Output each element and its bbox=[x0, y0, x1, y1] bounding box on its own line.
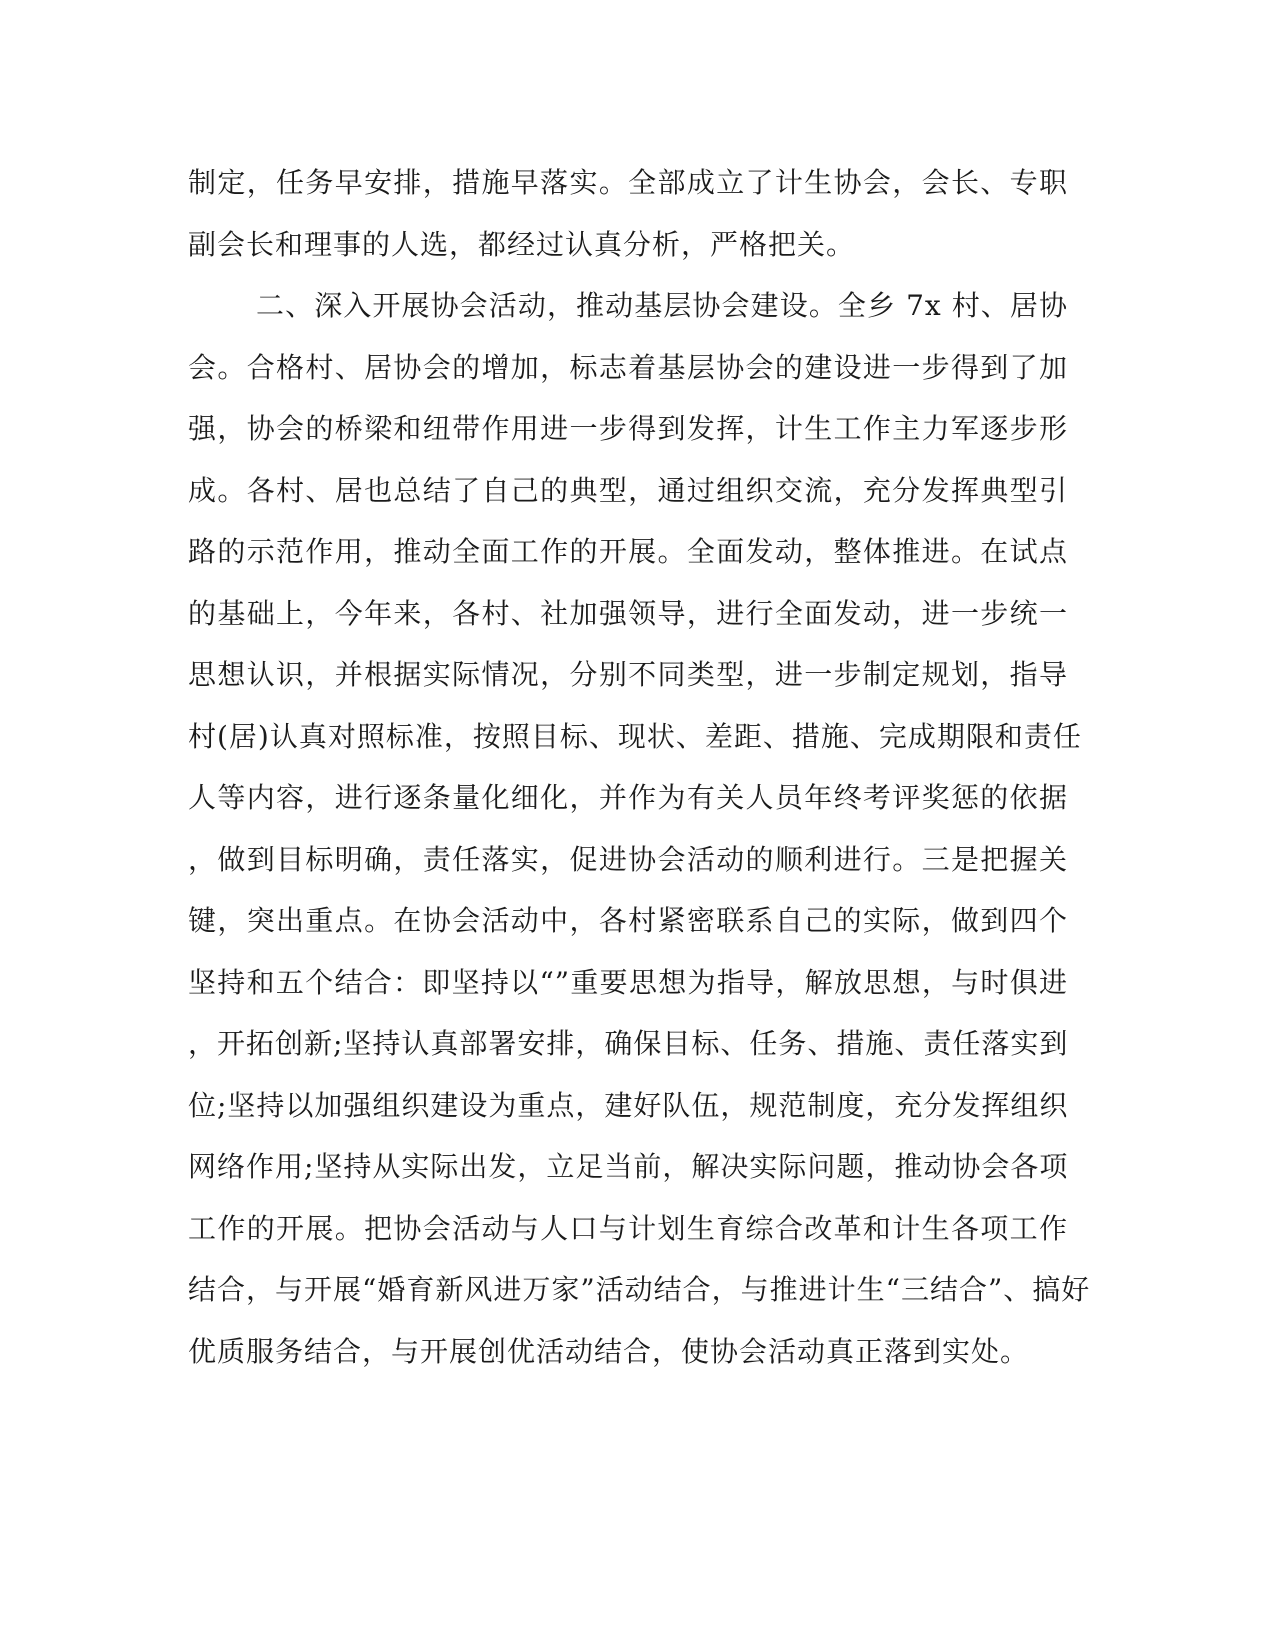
text-line: 副会长和理事的人选，都经过认真分析，严格把关。 bbox=[188, 227, 856, 261]
text-line: ，开拓创新;坚持认真部署安排，确保目标、任务、措施、责任落实到 bbox=[188, 1027, 1069, 1060]
text-line: 坚持和五个结合：即坚持以“”重要思想为指导，解放思想，与时俱进 bbox=[188, 965, 1068, 999]
text-line: 位;坚持以加强组织建设为重点，建好队伍，规范制度，充分发挥组织 bbox=[188, 1088, 1069, 1122]
text-line: 的基础上，今年来，各村、社加强领导，进行全面发动，进一步统一 bbox=[188, 596, 1068, 630]
text-line: 强，协会的桥梁和纽带作用进一步得到发挥，计生工作主力军逐步形 bbox=[188, 412, 1068, 445]
paragraph-start-line: 二、深入开展协会活动，推动基层协会建设。全乡 7x 村、居协 bbox=[256, 289, 1068, 322]
text-line: 优质服务结合，与开展创优活动结合，使协会活动真正落到实处。 bbox=[188, 1334, 1030, 1368]
text-line: 键，突出重点。在协会活动中，各村紧密联系自己的实际，做到四个 bbox=[188, 904, 1068, 937]
text-line: ，做到目标明确，责任落实，促进协会活动的顺利进行。三是把握关 bbox=[188, 842, 1068, 876]
text-line: 村(居)认真对照标准，按照目标、现状、差距、措施、完成期限和责任 bbox=[188, 719, 1082, 753]
text-line: 会。合格村、居协会的增加，标志着基层协会的建设进一步得到了加 bbox=[188, 350, 1068, 384]
text-line: 工作的开展。把协会活动与人口与计划生育综合改革和计生各项工作 bbox=[188, 1211, 1068, 1245]
text-line: 人等内容，进行逐条量化细化，并作为有关人员年终考评奖惩的依据 bbox=[188, 781, 1068, 814]
text-line: 路的示范作用，推动全面工作的开展。全面发动，整体推进。在试点 bbox=[188, 535, 1068, 568]
text-line: 成。各村、居也总结了自己的典型，通过组织交流，充分发挥典型引 bbox=[188, 473, 1068, 507]
text-line: 网络作用;坚持从实际出发，立足当前，解决实际问题，推动协会各项 bbox=[188, 1150, 1069, 1183]
text-line: 制定，任务早安排，措施早落实。全部成立了计生协会，会长、专职 bbox=[188, 166, 1068, 199]
body-text bbox=[188, 162, 1091, 1392]
text-line: 结合，与开展“婚育新风进万家”活动结合，与推进计生“三结合”、搞好 bbox=[188, 1273, 1091, 1306]
text-line: 思想认识，并根据实际情况，分别不同类型，进一步制定规划，指导 bbox=[188, 658, 1068, 691]
